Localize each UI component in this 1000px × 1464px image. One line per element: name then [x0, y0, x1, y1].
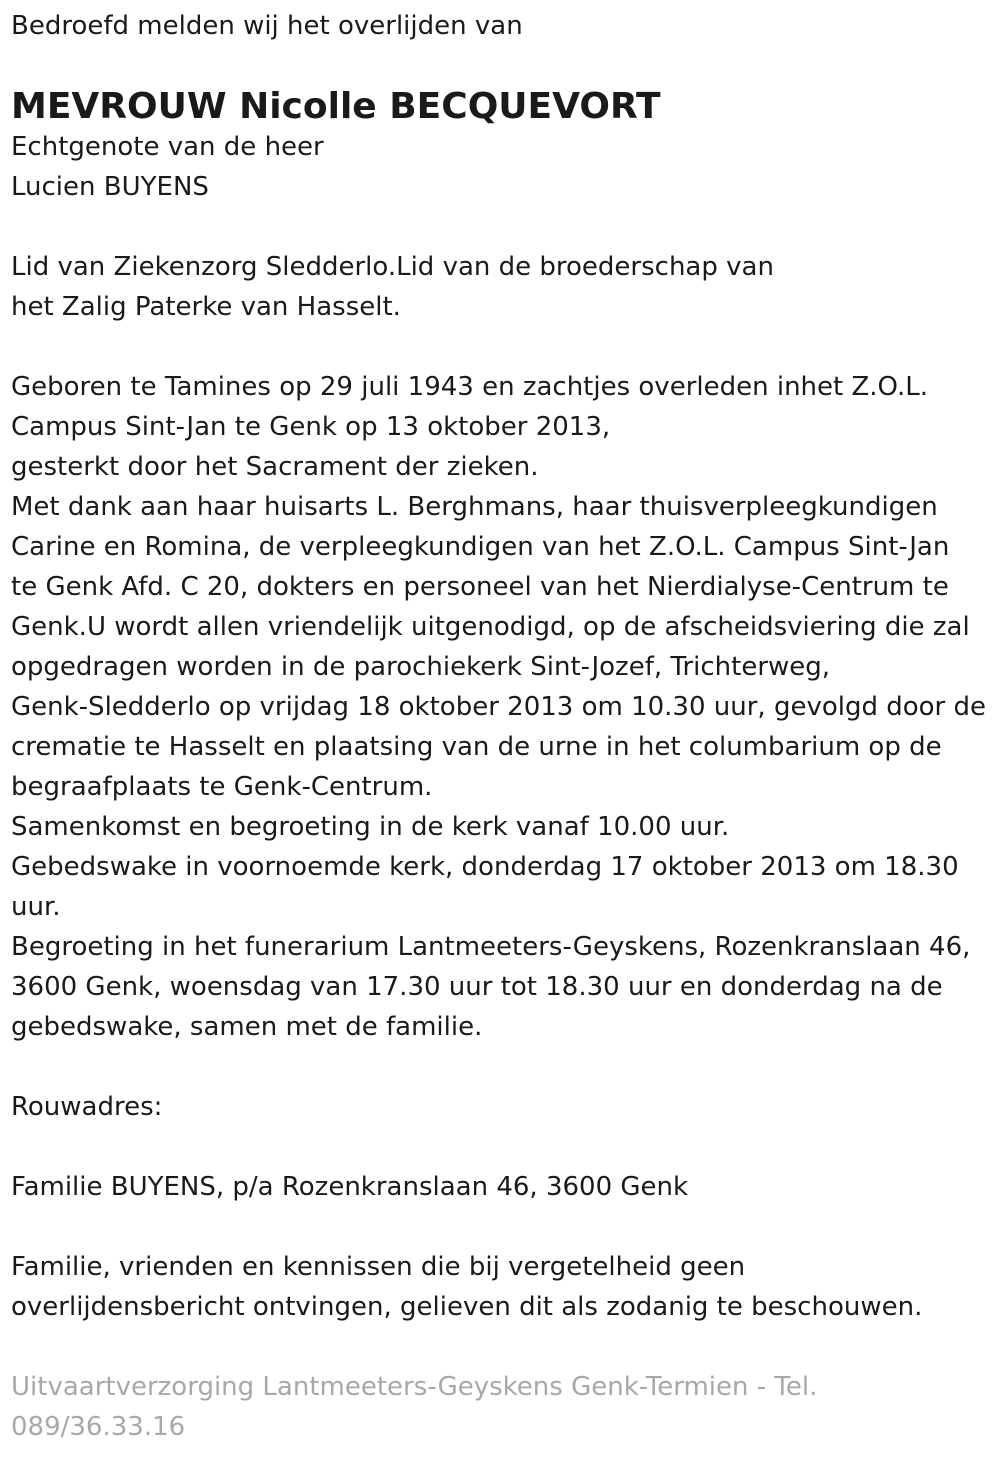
body-line: gesterkt door het Sacrament der zieken. [11, 452, 539, 482]
deceased-name: MEVROUW Nicolle BECQUEVORT [11, 86, 661, 127]
closing-line: Familie, vrienden en kennissen die bij vergetelheid geen [11, 1252, 746, 1282]
body-line: Campus Sint-Jan te Genk op 13 oktober 2013, [11, 412, 611, 442]
body-line: crematie te Hasselt en plaatsing van de urne in het columbarium op de [11, 732, 942, 762]
closing-line: overlijdensbericht ontvingen, gelieven dit als zodanig te beschouwen. [11, 1292, 923, 1322]
body-line: gebedswake, samen met de familie. [11, 1012, 483, 1042]
spacer [11, 1047, 996, 1087]
spacer [11, 1327, 996, 1367]
spacer [11, 1127, 996, 1167]
body-line: Genk.U wordt allen vriendelijk uitgenodigd, op de afscheidsviering die zal [11, 612, 970, 642]
intro-text: Bedroefd melden wij het overlijden van [11, 11, 523, 41]
address-label: Rouwadres: [11, 1092, 163, 1122]
body-line: Gebedswake in voornoemde kerk, donderdag 17 oktober 2013 om 18.30 [11, 852, 959, 882]
mourning-address: Familie BUYENS, p/a Rozenkranslaan 46, 3600 Genk [11, 1172, 689, 1202]
spacer [11, 327, 996, 367]
body-line: Begroeting in het funerarium Lantmeeters-Geyskens, Rozenkranslaan 46, [11, 932, 971, 962]
body-line: Samenkomst en begroeting in de kerk vanaf 10.00 uur. [11, 812, 730, 842]
funeral-home-footer: Uitvaartverzorging Lantmeeters-Geyskens Genk-Termien - Tel. [11, 1372, 818, 1402]
body-line: opgedragen worden in de parochiekerk Sint-Jozef, Trichterweg, [11, 652, 831, 682]
body-line: Genk-Sledderlo op vrijdag 18 oktober 2013 om 10.30 uur, gevolgd door de [11, 692, 987, 722]
body-line: 3600 Genk, woensdag van 17.30 uur tot 18.30 uur en donderdag na de [11, 972, 943, 1002]
body-line: Geboren te Tamines op 29 juli 1943 en zachtjes overleden inhet Z.O.L. [11, 372, 928, 402]
obituary-notice [11, 6, 996, 1447]
spouse-line: Lucien BUYENS [11, 172, 209, 202]
funeral-home-phone: 089/36.33.16 [11, 1412, 186, 1442]
body-line: uur. [11, 892, 61, 922]
spacer [11, 207, 996, 247]
body-line: Carine en Romina, de verpleegkundigen van het Z.O.L. Campus Sint-Jan [11, 532, 950, 562]
body-line: te Genk Afd. C 20, dokters en personeel van het Nierdialyse-Centrum te [11, 572, 949, 602]
membership-line: Lid van Ziekenzorg Sledderlo.Lid van de broederschap van [11, 252, 774, 282]
spouse-line: Echtgenote van de heer [11, 132, 324, 162]
membership-line: het Zalig Paterke van Hasselt. [11, 292, 401, 322]
body-line: begraafplaats te Genk-Centrum. [11, 772, 433, 802]
body-line: Met dank aan haar huisarts L. Berghmans, haar thuisverpleegkundigen [11, 492, 938, 522]
spacer [11, 1207, 996, 1247]
